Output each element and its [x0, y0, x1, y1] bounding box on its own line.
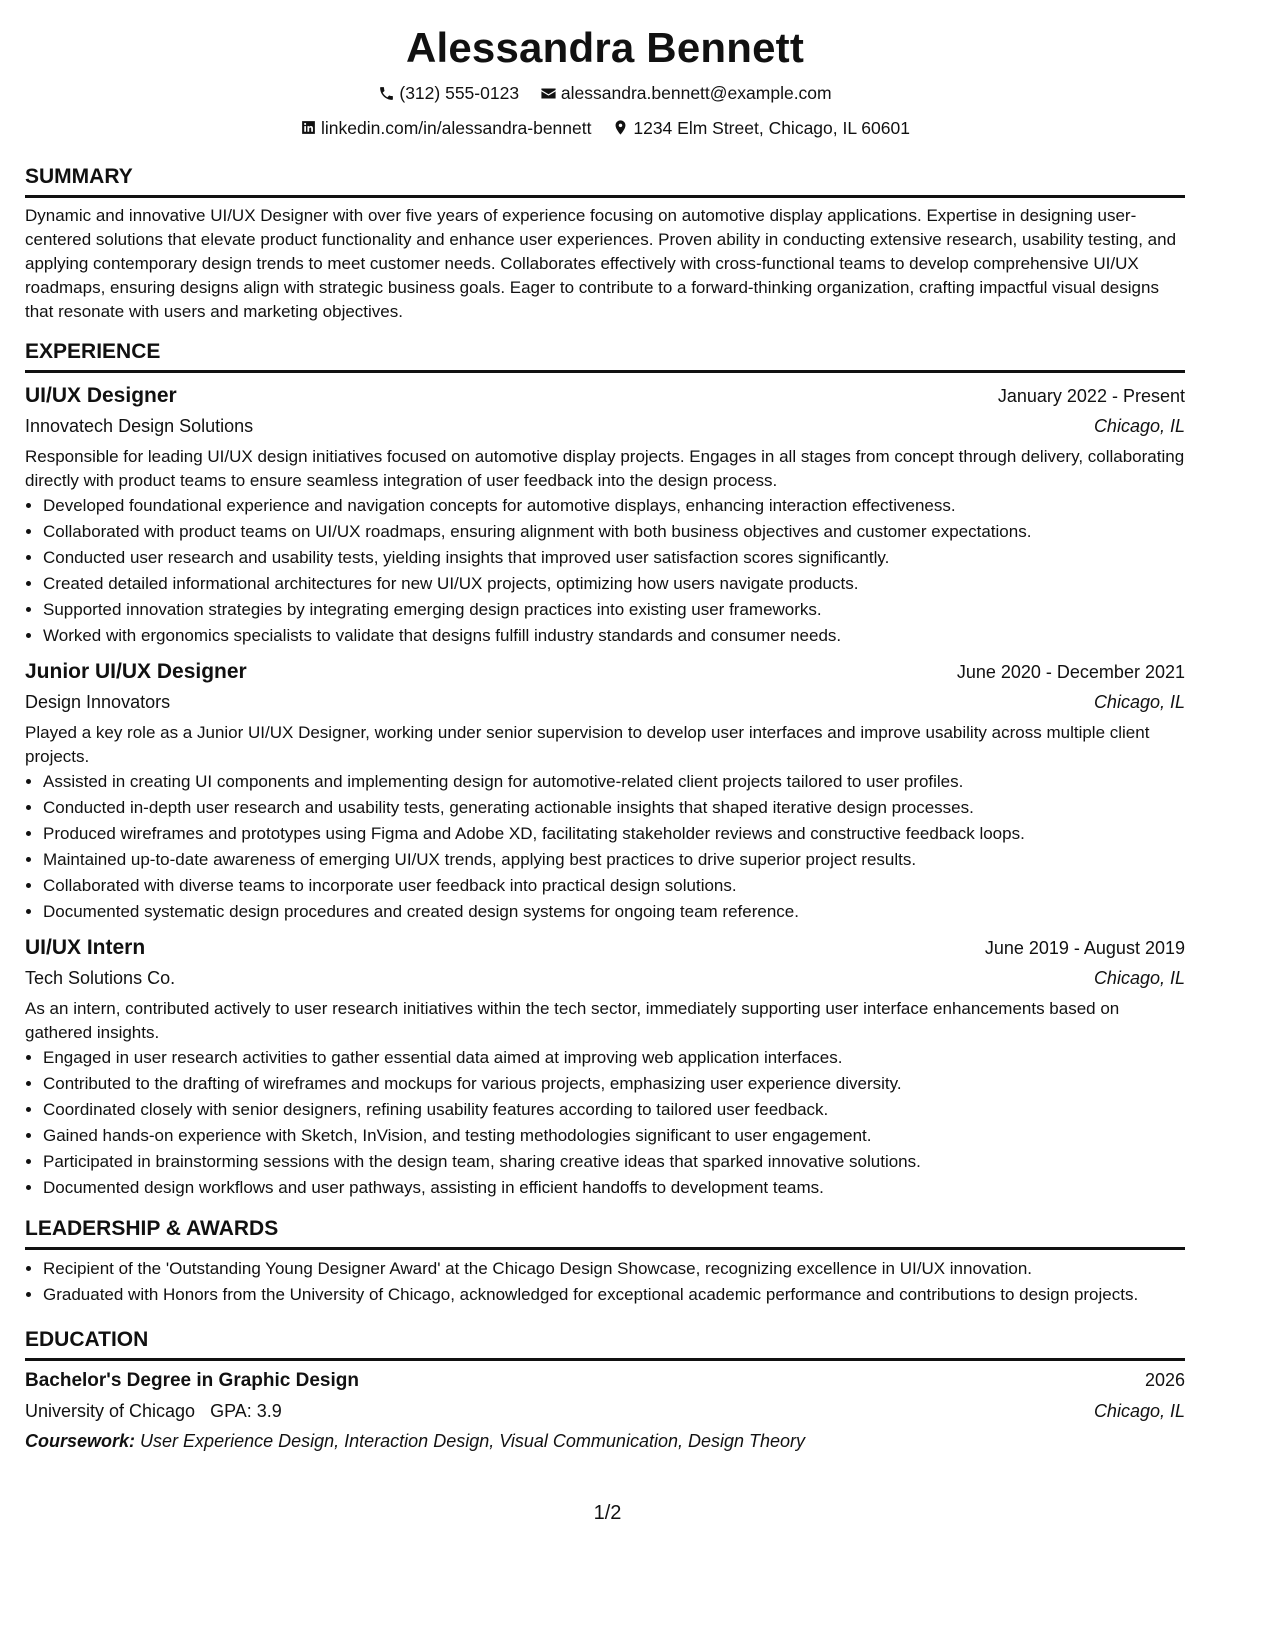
list-item: • Created detailed informational architectures for new UI/UX projects, optimizing how users navigate products. — [43, 571, 1185, 597]
school-and-gpa — [25, 1396, 282, 1426]
job-subheader — [25, 963, 1185, 993]
leadership-bullets — [25, 1256, 1185, 1308]
list-item: • Maintained up-to-date awareness of emerging UI/UX trends, applying best practices to drive superior project results. — [43, 847, 1185, 873]
job-dates: June 2019 - August 2019 — [984, 938, 1185, 958]
linkedin-icon — [300, 119, 317, 136]
list-item: • Worked with ergonomics specialists to validate that designs fulfill industry standards and consumer needs. — [43, 623, 1185, 649]
job-header — [25, 657, 1185, 687]
coursework-list: User Experience Design, Interaction Design, Visual Communication, Design Theory — [140, 1431, 806, 1451]
school-name: University of Chicago — [25, 1401, 196, 1421]
section-title-summary: SUMMARY — [25, 163, 1185, 198]
list-item: • Produced wireframes and prototypes using Figma and Adobe XD, facilitating stakeholder reviews and constructive feedback loops. — [43, 821, 1185, 847]
experience-section — [25, 338, 1185, 1201]
contact-linkedin[interactable] — [300, 113, 591, 143]
degree-name: Bachelor's Degree in Graphic Design — [25, 1370, 359, 1391]
gpa: GPA: 3.9 — [210, 1401, 282, 1421]
job-dates: January 2022 - Present — [997, 386, 1185, 406]
contact-phone — [378, 78, 519, 108]
summary-text: Dynamic and innovative UI/UX Designer with over five years of experience focusing on automotive display applications. Expertise in designing user-centered solutions that elevate product functionality and enhance user experiences. Proven ability in conducting extensive research, usability testing, and applying contemporary design trends to meet customer needs. Collaborates effectively with cross-functional teams to develop comprehensive UI/UX roadmaps, ensuring designs align with strategic business goals. Eager to contribute to a forward-thinking organization, crafting impactful visual designs that resonate with users and marketing objectives. — [25, 206, 1177, 321]
job-location: Chicago, IL — [1093, 692, 1185, 712]
company-name: Design Innovators — [25, 692, 171, 712]
coursework-label: Coursework: — [25, 1431, 136, 1451]
map-pin-icon — [612, 119, 629, 136]
job-subheader — [25, 687, 1185, 717]
section-title-leadership: LEADERSHIP & AWARDS — [25, 1215, 1185, 1250]
job-description: As an intern, contributed actively to user research initiatives within the tech sector, immediately supporting user interface enhancements based on gathered insights. — [25, 999, 1120, 1042]
education-header — [25, 1365, 1185, 1396]
list-item: • Participated in brainstorming sessions with the design team, sharing creative ideas that sparked innovative solutions. — [43, 1149, 1185, 1175]
job-bullets — [25, 1045, 1185, 1201]
list-item: • Supported innovation strategies by integrating emerging design practices into existing user frameworks. — [43, 597, 1185, 623]
job-header — [25, 381, 1185, 411]
list-item: • Conducted in-depth user research and usability tests, generating actionable insights that shaped iterative design processes. — [43, 795, 1185, 821]
envelope-icon — [540, 85, 557, 102]
job-title: UI/UX Intern — [25, 936, 146, 959]
list-item: • Graduated with Honors from the University of Chicago, acknowledged for exceptional academic performance and contributions to design projects. — [43, 1282, 1185, 1308]
job-title: Junior UI/UX Designer — [25, 660, 247, 683]
candidate-name: Alessandra Bennett — [405, 24, 805, 71]
job-location: Chicago, IL — [1093, 968, 1185, 988]
linkedin-link[interactable]: linkedin.com/in/alessandra-bennett — [321, 117, 592, 138]
phone-text: (312) 555-0123 — [399, 83, 520, 103]
school-location: Chicago, IL — [1093, 1401, 1185, 1421]
list-item: • Developed foundational experience and navigation concepts for automotive displays, enhancing interaction effectiveness. — [43, 493, 1185, 519]
job-dates: June 2020 - December 2021 — [956, 662, 1185, 682]
list-item: • Engaged in user research activities to gather essential data aimed at improving web application interfaces. — [43, 1045, 1185, 1071]
list-item: • Conducted user research and usability tests, yielding insights that improved user satisfaction scores significantly. — [43, 545, 1185, 571]
contact-line-2 — [25, 113, 1185, 146]
job-entry — [25, 381, 1185, 649]
contact-address — [612, 113, 910, 143]
list-item: • Coordinated closely with senior designers, refining usability features according to tailored user feedback. — [43, 1097, 1185, 1123]
resume-header — [25, 0, 1185, 145]
page-number: 1/2 — [593, 1502, 622, 1524]
summary-section — [25, 163, 1185, 324]
job-description: Played a key role as a Junior UI/UX Designer, working under senior supervision to develop user interfaces and improve usability across multiple client projects. — [25, 723, 1150, 766]
list-item: • Documented systematic design procedures and created design systems for ongoing team reference. — [43, 899, 1185, 925]
address-text: 1234 Elm Street, Chicago, IL 60601 — [633, 117, 910, 138]
section-title-education: EDUCATION — [25, 1326, 1185, 1361]
list-item: • Collaborated with diverse teams to incorporate user feedback into practical design solutions. — [43, 873, 1185, 899]
list-item: • Documented design workflows and user pathways, assisting in efficient handoffs to development teams. — [43, 1175, 1185, 1201]
job-bullets — [25, 493, 1185, 649]
contact-line-1 — [25, 78, 1185, 111]
list-item: • Gained hands-on experience with Sketch, InVision, and testing methodologies significant to user engagement. — [43, 1123, 1185, 1149]
leadership-section — [25, 1215, 1185, 1308]
job-location: Chicago, IL — [1093, 416, 1185, 436]
phone-icon — [378, 85, 395, 102]
coursework — [25, 1426, 1185, 1456]
list-item: • Collaborated with product teams on UI/UX roadmaps, ensuring alignment with both business objectives and customer expectations. — [43, 519, 1185, 545]
contact-email[interactable] — [540, 78, 832, 108]
list-item: • Contributed to the drafting of wireframes and mockups for various projects, emphasizing user experience diversity. — [43, 1071, 1185, 1097]
job-entry — [25, 657, 1185, 925]
job-entry — [25, 933, 1185, 1201]
company-name: Innovatech Design Solutions — [25, 416, 254, 436]
section-title-experience: EXPERIENCE — [25, 338, 1185, 373]
education-section — [25, 1326, 1185, 1456]
job-title: UI/UX Designer — [25, 384, 177, 407]
company-name: Tech Solutions Co. — [25, 968, 176, 988]
job-subheader — [25, 411, 1185, 441]
email-link[interactable]: alessandra.bennett@example.com — [560, 83, 832, 103]
education-subheader — [25, 1396, 1185, 1426]
graduation-year: 2026 — [1144, 1370, 1185, 1390]
job-description: Responsible for leading UI/UX design initiatives focused on automotive display projects. Engages in all stages from concept through delivery, collaborating directly with product teams to ensure seamless integration of user feedback into the design process. — [25, 447, 1185, 490]
list-item: • Recipient of the 'Outstanding Young Designer Award' at the Chicago Design Showcase, recognizing excellence in UI/UX innovation. — [43, 1256, 1185, 1282]
list-item: • Assisted in creating UI components and implementing design for automotive-related client projects tailored to user profiles. — [43, 769, 1185, 795]
job-header — [25, 933, 1185, 963]
job-bullets — [25, 769, 1185, 925]
